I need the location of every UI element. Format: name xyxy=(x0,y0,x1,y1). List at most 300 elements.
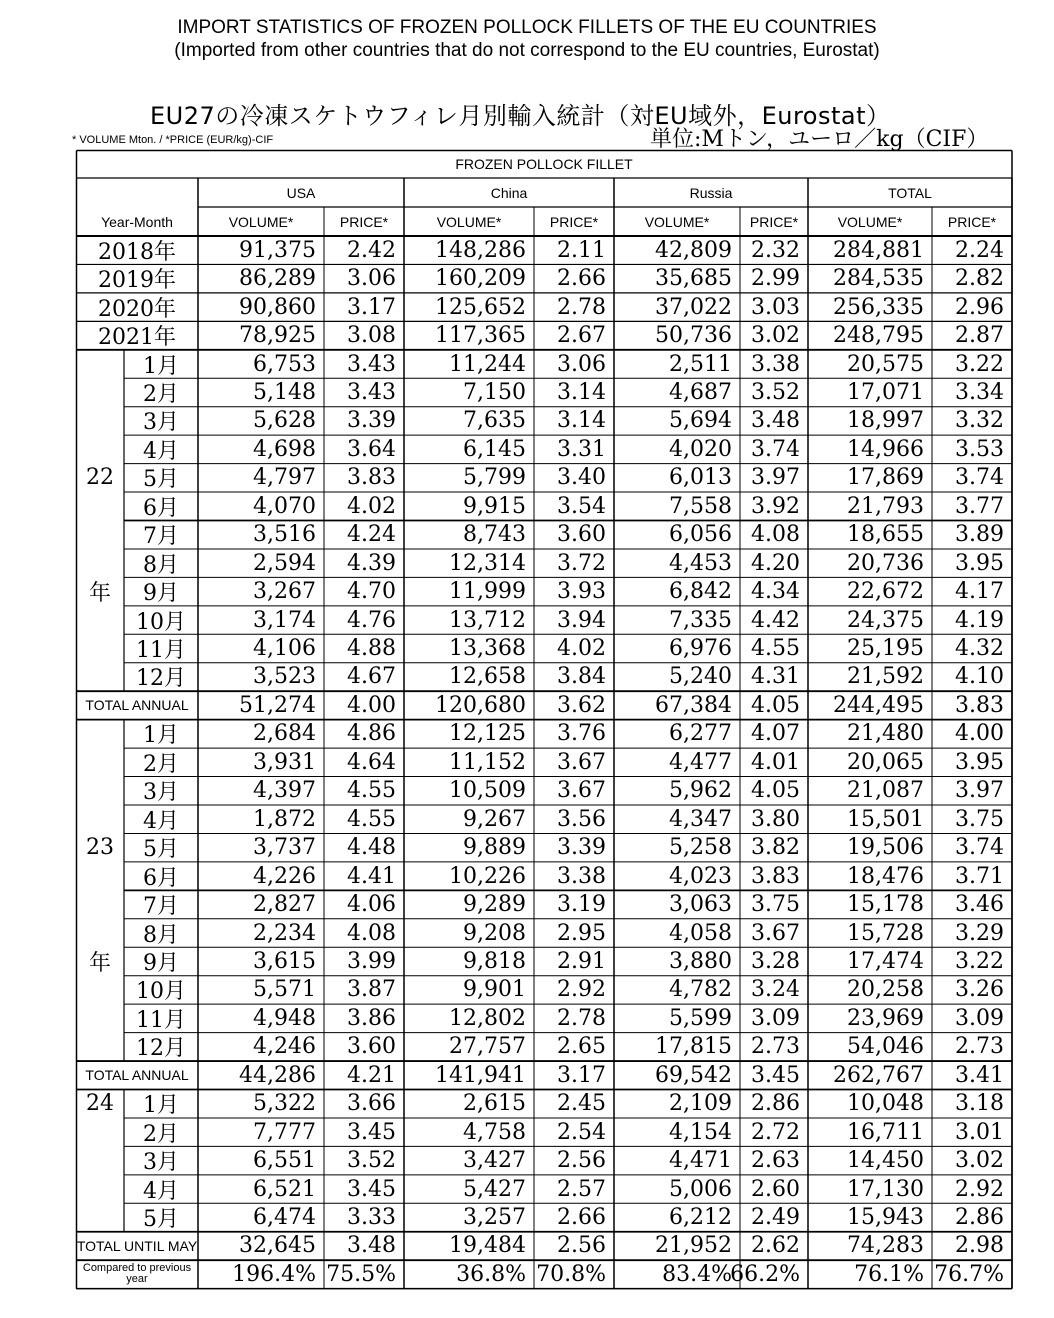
volume-cell: 4,106 xyxy=(253,636,316,662)
price-cell: 3.67 xyxy=(557,778,606,804)
volume-cell: 5,427 xyxy=(463,1176,526,1202)
volume-cell: 6,212 xyxy=(669,1205,732,1231)
volume-cell: 21,793 xyxy=(847,493,924,519)
price-cell: 3.93 xyxy=(557,579,606,605)
volume-cell: 120,680 xyxy=(435,692,526,718)
volume-cell: 4,020 xyxy=(669,436,732,462)
price-cell: 3.18 xyxy=(955,1091,1004,1117)
price-cell: 2.11 xyxy=(557,237,606,263)
price-cell: 3.74 xyxy=(955,465,1004,491)
price-cell: 3.52 xyxy=(347,1148,396,1174)
price-cell: 4.06 xyxy=(347,892,396,918)
price-cell: 3.22 xyxy=(955,351,1004,377)
year-month-header: Year-Month xyxy=(101,213,173,230)
volume-cell: 2,234 xyxy=(253,920,316,946)
price-cell: 3.67 xyxy=(751,920,800,946)
price-cell: 3.74 xyxy=(751,436,800,462)
month-label: 5月 xyxy=(143,837,179,863)
volume-cell: 2,109 xyxy=(669,1091,732,1117)
price-cell: 2.56 xyxy=(557,1233,606,1259)
volume-cell: 12,125 xyxy=(449,721,526,747)
volume-cell: 20,736 xyxy=(847,550,924,576)
price-header: PRICE* xyxy=(947,213,997,230)
price-cell: 3.02 xyxy=(955,1148,1004,1174)
price-cell: 2.91 xyxy=(557,948,606,974)
volume-cell: 3,615 xyxy=(253,948,316,974)
volume-cell: 5,799 xyxy=(463,465,526,491)
volume-cell: 4,154 xyxy=(669,1119,732,1145)
price-cell: 3.62 xyxy=(557,692,606,718)
price-cell: 4.07 xyxy=(751,721,800,747)
volume-cell: 4,782 xyxy=(669,977,732,1003)
price-cell: 2.92 xyxy=(955,1176,1004,1202)
volume-header: VOLUME* xyxy=(436,213,502,230)
month-label: 1月 xyxy=(143,723,179,749)
year-label: 2019年 xyxy=(98,268,176,294)
volume-cell: 284,535 xyxy=(833,266,924,292)
volume-cell: 125,652 xyxy=(435,294,526,320)
volume-cell: 2,684 xyxy=(253,721,316,747)
price-header: PRICE* xyxy=(339,213,389,230)
units-japanese: 単位:Mトン，ユーロ／kg（CIF） xyxy=(650,127,989,152)
volume-cell: 9,915 xyxy=(463,493,526,519)
volume-cell: 5,628 xyxy=(253,408,316,434)
price-cell: 3.87 xyxy=(347,977,396,1003)
price-cell: 3.43 xyxy=(347,379,396,405)
price-cell: 3.66 xyxy=(347,1091,396,1117)
volume-cell: 3,880 xyxy=(669,948,732,974)
volume-cell: 3,523 xyxy=(253,664,316,690)
price-cell: 2.66 xyxy=(557,266,606,292)
table-caption: FROZEN POLLOCK FILLET xyxy=(455,156,633,172)
month-label: 3月 xyxy=(143,410,179,436)
price-cell: 3.72 xyxy=(557,550,606,576)
volume-cell: 4,698 xyxy=(253,436,316,462)
price-cell: 2.99 xyxy=(751,266,800,292)
volume-cell: 42,809 xyxy=(655,237,732,263)
volume-cell: 7,558 xyxy=(669,493,732,519)
price-cell: 3.60 xyxy=(557,522,606,548)
month-label: 9月 xyxy=(143,581,179,607)
volume-cell: 9,889 xyxy=(463,835,526,861)
price-cell: 3.94 xyxy=(557,607,606,633)
price-cell: 3.97 xyxy=(955,778,1004,804)
pollock-import-table xyxy=(76,150,1012,1291)
volume-cell: 10,048 xyxy=(847,1091,924,1117)
price-cell: 4.08 xyxy=(347,920,396,946)
price-cell: 70.8% xyxy=(536,1261,606,1287)
price-cell: 4.39 xyxy=(347,550,396,576)
price-cell: 4.34 xyxy=(751,579,800,605)
units-note: * VOLUME Mton. / *PRICE (EUR/kg)-CIF xyxy=(72,134,274,146)
price-cell: 76.7% xyxy=(934,1261,1004,1287)
volume-cell: 4,797 xyxy=(253,465,316,491)
volume-cell: 14,966 xyxy=(847,436,924,462)
month-label: 11月 xyxy=(136,1007,186,1033)
volume-cell: 5,571 xyxy=(253,977,316,1003)
price-cell: 3.84 xyxy=(557,664,606,690)
volume-cell: 248,795 xyxy=(833,323,924,349)
country-header-total: TOTAL xyxy=(888,184,932,201)
month-label: 12月 xyxy=(136,1036,186,1062)
price-cell: 3.89 xyxy=(955,522,1004,548)
price-cell: 3.74 xyxy=(955,835,1004,861)
price-cell: 3.54 xyxy=(557,493,606,519)
price-cell: 3.06 xyxy=(557,351,606,377)
volume-cell: 4,058 xyxy=(669,920,732,946)
price-cell: 3.95 xyxy=(955,749,1004,775)
volume-cell: 2,615 xyxy=(463,1091,526,1117)
price-cell: 2.86 xyxy=(751,1091,800,1117)
price-cell: 3.92 xyxy=(751,493,800,519)
price-cell: 3.40 xyxy=(557,465,606,491)
price-cell: 3.38 xyxy=(557,863,606,889)
volume-header: VOLUME* xyxy=(837,213,903,230)
month-label: 2月 xyxy=(143,381,179,407)
month-label: 5月 xyxy=(143,1207,179,1233)
volume-cell: 5,258 xyxy=(669,835,732,861)
price-cell: 4.88 xyxy=(347,636,396,662)
price-cell: 75.5% xyxy=(326,1261,396,1287)
volume-cell: 3,063 xyxy=(669,892,732,918)
price-cell: 3.33 xyxy=(347,1205,396,1231)
total-label: TOTAL ANNUAL xyxy=(85,697,189,714)
volume-cell: 16,711 xyxy=(847,1119,924,1145)
price-cell: 2.54 xyxy=(557,1119,606,1145)
japanese-title: EU27の冷凍スケトウフィレ月別輸入統計（対EU域外，Eurostat） xyxy=(150,102,891,130)
price-header: PRICE* xyxy=(749,213,799,230)
volume-cell: 4,347 xyxy=(669,806,732,832)
price-cell: 4.86 xyxy=(347,721,396,747)
volume-cell: 19,484 xyxy=(449,1233,526,1259)
country-header-usa: USA xyxy=(286,184,316,201)
month-label: 6月 xyxy=(143,865,179,891)
month-label: 6月 xyxy=(143,495,179,521)
price-cell: 3.45 xyxy=(751,1062,800,1088)
price-cell: 3.19 xyxy=(557,892,606,918)
price-cell: 4.31 xyxy=(751,664,800,690)
price-cell: 4.55 xyxy=(751,636,800,662)
price-cell: 2.98 xyxy=(955,1233,1004,1259)
price-cell: 3.75 xyxy=(751,892,800,918)
volume-cell: 7,635 xyxy=(463,408,526,434)
volume-cell: 67,384 xyxy=(655,692,732,718)
month-label: 8月 xyxy=(143,552,179,578)
volume-cell: 50,736 xyxy=(655,323,732,349)
volume-header: VOLUME* xyxy=(228,213,294,230)
total-label: TOTAL UNTIL MAY xyxy=(76,1237,198,1254)
volume-cell: 12,314 xyxy=(449,550,526,576)
volume-cell: 6,551 xyxy=(253,1148,316,1174)
price-cell: 3.31 xyxy=(557,436,606,462)
volume-cell: 17,130 xyxy=(847,1176,924,1202)
price-cell: 3.80 xyxy=(751,806,800,832)
volume-cell: 25,195 xyxy=(847,636,924,662)
volume-cell: 51,274 xyxy=(239,692,316,718)
volume-cell: 69,542 xyxy=(655,1062,732,1088)
volume-cell: 17,071 xyxy=(847,379,924,405)
volume-cell: 17,474 xyxy=(847,948,924,974)
volume-cell: 3,174 xyxy=(253,607,316,633)
volume-cell: 4,758 xyxy=(463,1119,526,1145)
volume-cell: 44,286 xyxy=(239,1062,316,1088)
price-cell: 3.82 xyxy=(751,835,800,861)
volume-cell: 262,767 xyxy=(833,1062,924,1088)
volume-cell: 4,246 xyxy=(253,1034,316,1060)
price-cell: 2.73 xyxy=(751,1034,800,1060)
volume-cell: 6,145 xyxy=(463,436,526,462)
volume-cell: 17,815 xyxy=(655,1034,732,1060)
volume-cell: 6,521 xyxy=(253,1176,316,1202)
group-year-label: 22 xyxy=(86,465,114,491)
volume-cell: 4,070 xyxy=(253,493,316,519)
month-label: 10月 xyxy=(136,609,186,635)
volume-cell: 117,365 xyxy=(435,323,526,349)
month-label: 7月 xyxy=(143,894,179,920)
price-cell: 2.62 xyxy=(751,1233,800,1259)
volume-cell: 21,592 xyxy=(847,664,924,690)
month-label: 3月 xyxy=(143,780,179,806)
price-cell: 3.99 xyxy=(347,948,396,974)
volume-cell: 21,480 xyxy=(847,721,924,747)
volume-cell: 20,258 xyxy=(847,977,924,1003)
volume-cell: 3,516 xyxy=(253,522,316,548)
price-cell: 2.95 xyxy=(557,920,606,946)
month-label: 4月 xyxy=(143,1178,179,1204)
volume-cell: 6,056 xyxy=(669,522,732,548)
price-cell: 2.45 xyxy=(557,1091,606,1117)
volume-cell: 6,753 xyxy=(253,351,316,377)
month-label: 7月 xyxy=(143,524,179,550)
price-cell: 3.56 xyxy=(557,806,606,832)
volume-cell: 7,335 xyxy=(669,607,732,633)
volume-cell: 74,283 xyxy=(847,1233,924,1259)
price-cell: 4.41 xyxy=(347,863,396,889)
page-subtitle: (Imported from other countries that do not correspond to the EU countries, Eurostat) xyxy=(174,40,880,61)
volume-cell: 13,712 xyxy=(449,607,526,633)
volume-cell: 9,289 xyxy=(463,892,526,918)
volume-cell: 6,474 xyxy=(253,1205,316,1231)
volume-cell: 35,685 xyxy=(655,266,732,292)
price-cell: 2.24 xyxy=(955,237,1004,263)
volume-cell: 19,506 xyxy=(847,835,924,861)
volume-cell: 12,802 xyxy=(449,1005,526,1031)
volume-cell: 4,477 xyxy=(669,749,732,775)
price-cell: 2.32 xyxy=(751,237,800,263)
month-label: 10月 xyxy=(136,979,186,1005)
price-cell: 4.20 xyxy=(751,550,800,576)
price-cell: 2.66 xyxy=(557,1205,606,1231)
volume-cell: 21,087 xyxy=(847,778,924,804)
volume-cell: 86,289 xyxy=(239,266,316,292)
volume-cell: 83.4% xyxy=(662,1261,732,1287)
volume-cell: 78,925 xyxy=(239,323,316,349)
price-cell: 4.00 xyxy=(955,721,1004,747)
volume-cell: 17,869 xyxy=(847,465,924,491)
price-cell: 2.65 xyxy=(557,1034,606,1060)
price-cell: 2.42 xyxy=(347,237,396,263)
price-cell: 3.71 xyxy=(955,863,1004,889)
volume-cell: 3,257 xyxy=(463,1205,526,1231)
volume-cell: 24,375 xyxy=(847,607,924,633)
volume-cell: 5,599 xyxy=(669,1005,732,1031)
volume-cell: 9,818 xyxy=(463,948,526,974)
country-header-china: China xyxy=(490,184,528,201)
volume-cell: 1,872 xyxy=(253,806,316,832)
volume-cell: 21,952 xyxy=(655,1233,732,1259)
price-cell: 2.78 xyxy=(557,294,606,320)
volume-cell: 15,501 xyxy=(847,806,924,832)
volume-cell: 36.8% xyxy=(456,1261,526,1287)
volume-cell: 2,594 xyxy=(253,550,316,576)
volume-cell: 141,941 xyxy=(435,1062,526,1088)
volume-cell: 148,286 xyxy=(435,237,526,263)
volume-cell: 76.1% xyxy=(854,1261,924,1287)
price-cell: 3.53 xyxy=(955,436,1004,462)
month-label: 2月 xyxy=(143,1121,179,1147)
price-header: PRICE* xyxy=(549,213,599,230)
volume-cell: 18,655 xyxy=(847,522,924,548)
price-cell: 2.86 xyxy=(955,1205,1004,1231)
volume-cell: 14,450 xyxy=(847,1148,924,1174)
price-cell: 3.34 xyxy=(955,379,1004,405)
volume-cell: 4,397 xyxy=(253,778,316,804)
price-cell: 2.92 xyxy=(557,977,606,1003)
price-cell: 3.24 xyxy=(751,977,800,1003)
volume-cell: 13,368 xyxy=(449,636,526,662)
price-cell: 4.05 xyxy=(751,692,800,718)
price-cell: 3.95 xyxy=(955,550,1004,576)
price-cell: 66.2% xyxy=(730,1261,800,1287)
price-cell: 4.42 xyxy=(751,607,800,633)
price-cell: 2.73 xyxy=(955,1034,1004,1060)
volume-cell: 8,743 xyxy=(463,522,526,548)
volume-cell: 18,476 xyxy=(847,863,924,889)
price-cell: 3.45 xyxy=(347,1176,396,1202)
volume-cell: 4,948 xyxy=(253,1005,316,1031)
price-cell: 3.75 xyxy=(955,806,1004,832)
volume-cell: 4,023 xyxy=(669,863,732,889)
volume-cell: 196.4% xyxy=(232,1261,316,1287)
volume-cell: 4,687 xyxy=(669,379,732,405)
month-label: 4月 xyxy=(143,438,179,464)
price-cell: 3.28 xyxy=(751,948,800,974)
price-cell: 3.02 xyxy=(751,323,800,349)
volume-cell: 27,757 xyxy=(449,1034,526,1060)
month-label: 2月 xyxy=(143,751,179,777)
price-cell: 3.01 xyxy=(955,1119,1004,1145)
volume-cell: 20,575 xyxy=(847,351,924,377)
price-cell: 2.87 xyxy=(955,323,1004,349)
price-cell: 4.48 xyxy=(347,835,396,861)
volume-cell: 244,495 xyxy=(833,692,924,718)
volume-cell: 3,427 xyxy=(463,1148,526,1174)
price-cell: 4.21 xyxy=(347,1062,396,1088)
volume-cell: 20,065 xyxy=(847,749,924,775)
price-cell: 2.63 xyxy=(751,1148,800,1174)
volume-cell: 90,860 xyxy=(239,294,316,320)
volume-cell: 5,322 xyxy=(253,1091,316,1117)
volume-cell: 10,226 xyxy=(449,863,526,889)
price-cell: 4.02 xyxy=(347,493,396,519)
month-label: 8月 xyxy=(143,922,179,948)
price-cell: 4.10 xyxy=(955,664,1004,690)
volume-cell: 3,737 xyxy=(253,835,316,861)
price-cell: 4.55 xyxy=(347,806,396,832)
price-cell: 3.38 xyxy=(751,351,800,377)
year-label: 2018年 xyxy=(98,239,176,265)
volume-cell: 91,375 xyxy=(239,237,316,263)
country-header-russia: Russia xyxy=(689,184,733,201)
total-label: TOTAL ANNUAL xyxy=(85,1067,189,1084)
volume-cell: 5,240 xyxy=(669,664,732,690)
price-cell: 3.29 xyxy=(955,920,1004,946)
price-cell: 4.01 xyxy=(751,749,800,775)
price-cell: 2.49 xyxy=(751,1205,800,1231)
price-cell: 4.02 xyxy=(557,636,606,662)
price-cell: 3.41 xyxy=(955,1062,1004,1088)
volume-cell: 6,976 xyxy=(669,636,732,662)
volume-cell: 15,728 xyxy=(847,920,924,946)
volume-cell: 4,226 xyxy=(253,863,316,889)
price-cell: 4.32 xyxy=(955,636,1004,662)
price-cell: 3.46 xyxy=(955,892,1004,918)
group-nen-label: 年 xyxy=(88,950,111,976)
volume-cell: 15,943 xyxy=(847,1205,924,1231)
group-year-label: 23 xyxy=(86,835,114,861)
price-cell: 3.22 xyxy=(955,948,1004,974)
price-cell: 4.55 xyxy=(347,778,396,804)
price-cell: 3.86 xyxy=(347,1005,396,1031)
price-cell: 3.32 xyxy=(955,408,1004,434)
month-label: 11月 xyxy=(136,638,186,664)
volume-cell: 2,511 xyxy=(669,351,732,377)
volume-cell: 6,013 xyxy=(669,465,732,491)
page-title: IMPORT STATISTICS OF FROZEN POLLOCK FILLETS OF THE EU COUNTRIES xyxy=(177,17,877,38)
volume-cell: 22,672 xyxy=(847,579,924,605)
price-cell: 2.72 xyxy=(751,1119,800,1145)
volume-cell: 4,471 xyxy=(669,1148,732,1174)
price-cell: 3.17 xyxy=(347,294,396,320)
volume-cell: 11,244 xyxy=(449,351,526,377)
price-cell: 4.00 xyxy=(347,692,396,718)
group-year-label: 24 xyxy=(86,1091,114,1117)
price-cell: 2.56 xyxy=(557,1148,606,1174)
volume-cell: 37,022 xyxy=(655,294,732,320)
price-cell: 4.64 xyxy=(347,749,396,775)
price-cell: 3.64 xyxy=(347,436,396,462)
volume-cell: 11,152 xyxy=(449,749,526,775)
volume-cell: 18,997 xyxy=(847,408,924,434)
price-cell: 3.76 xyxy=(557,721,606,747)
price-cell: 2.96 xyxy=(955,294,1004,320)
volume-cell: 3,267 xyxy=(253,579,316,605)
price-cell: 3.06 xyxy=(347,266,396,292)
year-label: 2021年 xyxy=(98,325,176,351)
price-cell: 3.48 xyxy=(751,408,800,434)
volume-cell: 4,453 xyxy=(669,550,732,576)
price-cell: 3.83 xyxy=(955,692,1004,718)
month-label: 4月 xyxy=(143,808,179,834)
price-cell: 3.60 xyxy=(347,1034,396,1060)
price-cell: 4.67 xyxy=(347,664,396,690)
price-cell: 4.70 xyxy=(347,579,396,605)
volume-header: VOLUME* xyxy=(644,213,710,230)
month-label: 1月 xyxy=(143,1093,179,1119)
price-cell: 3.97 xyxy=(751,465,800,491)
volume-cell: 256,335 xyxy=(833,294,924,320)
price-cell: 3.17 xyxy=(557,1062,606,1088)
